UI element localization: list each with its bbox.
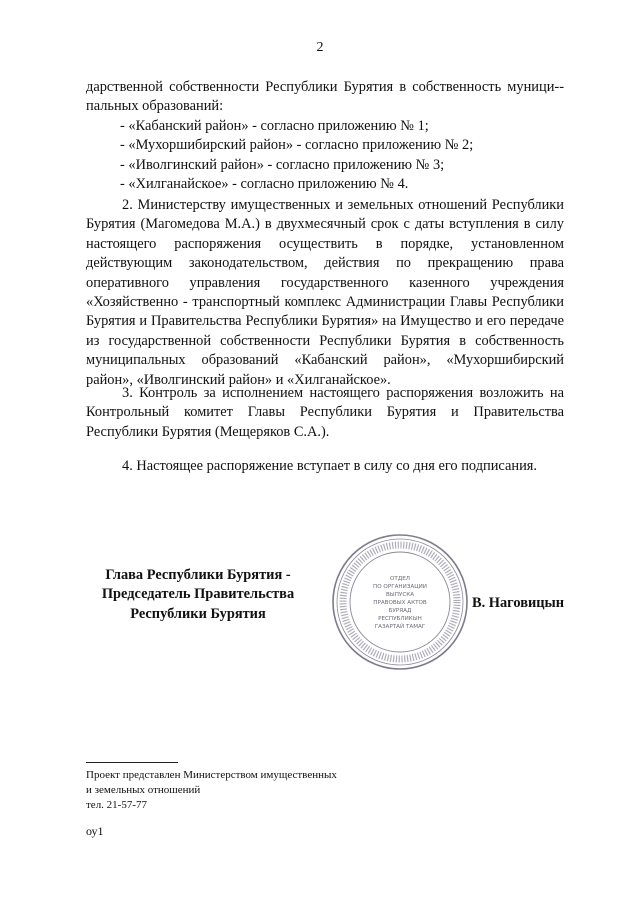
seal-line: ПО ОРГАНИЗАЦИИ — [373, 584, 427, 590]
signatory-title — [96, 566, 300, 624]
signatory-title-line: Глава Республики Бурятия - — [105, 567, 291, 583]
paragraph-4: 4. Настоящее распоряжение вступает в силу со дня его подписания. — [122, 458, 537, 474]
signatory-title-line: Председатель Правительства — [101, 586, 295, 603]
paragraph-2: 2. Министерству имущественных и земельных отношений Республики Бурятия (Магомедова М.А.) в двухмесячный срок с даты вступления в силу настоящего распоряжения осуществить в порядке, установленном действующим законодательством, действия по прекращению права оперативного управления государственного казенного учреждения «Хозяйственно - транспортный комплекс Администрации Главы Республики Бурятия и Правительства Республики Бурятия» на Имущество и его передаче из государственной собственности Республики Бурятия в собственность муниципальных образований «Кабанский район», «Мухоршибирский район», «Иволгинский район» и «Хилганайское». — [86, 197, 564, 388]
seal-line: ВЫПУСКА — [385, 592, 415, 598]
paragraph-2-block — [86, 196, 564, 390]
seal-line: БУРЯАД — [388, 608, 412, 614]
seal-line: ПРАВОВЫХ АКТОВ — [373, 600, 427, 606]
seal-line: ГАЗАРТАЙ ТАМАГ — [374, 624, 426, 630]
signatory-name: В. Наговицын — [472, 595, 565, 611]
seal-line: ОТДЕЛ — [390, 576, 410, 582]
intro-block — [86, 78, 564, 194]
signatory-title-line: Республики Бурятия — [130, 605, 266, 622]
list-item-4: - «Хилганайское» - согласно приложению № 4. — [120, 176, 409, 193]
seal-line: РЕСПУБЛИКЫН — [378, 616, 422, 622]
para-intro: дарственной собственности Республики Бурятия в собственность муници-пальных образований: — [86, 79, 564, 115]
paragraph-3: 3. Контроль за исполнением настоящего распоряжения возложить на Контрольный комитет Главы Республики Бурятия и Правительства Республики Бурятия (Мещеряков С.А.). — [86, 385, 564, 440]
list-item-1: - «Кабанский район» - согласно приложению № 1; — [120, 117, 429, 134]
official-seal-icon — [330, 532, 470, 672]
footnote — [86, 768, 337, 813]
paragraph-3-block — [86, 384, 564, 442]
page-number: 2 — [316, 40, 324, 55]
document-code: оу1 — [86, 824, 104, 838]
footnote-line: и земельных отношений — [86, 784, 201, 796]
footnote-line: Проект представлен Министерством имущественных — [86, 769, 337, 781]
footnote-line: тел. 21-57-77 — [86, 799, 148, 811]
paragraph-4-block — [86, 457, 564, 476]
list-item-2: - «Мухоршибирский район» - согласно приложению № 2; — [120, 137, 474, 154]
footnote-divider — [86, 762, 178, 763]
list-item-3: - «Иволгинский район» - согласно приложению № 3; — [120, 156, 445, 173]
